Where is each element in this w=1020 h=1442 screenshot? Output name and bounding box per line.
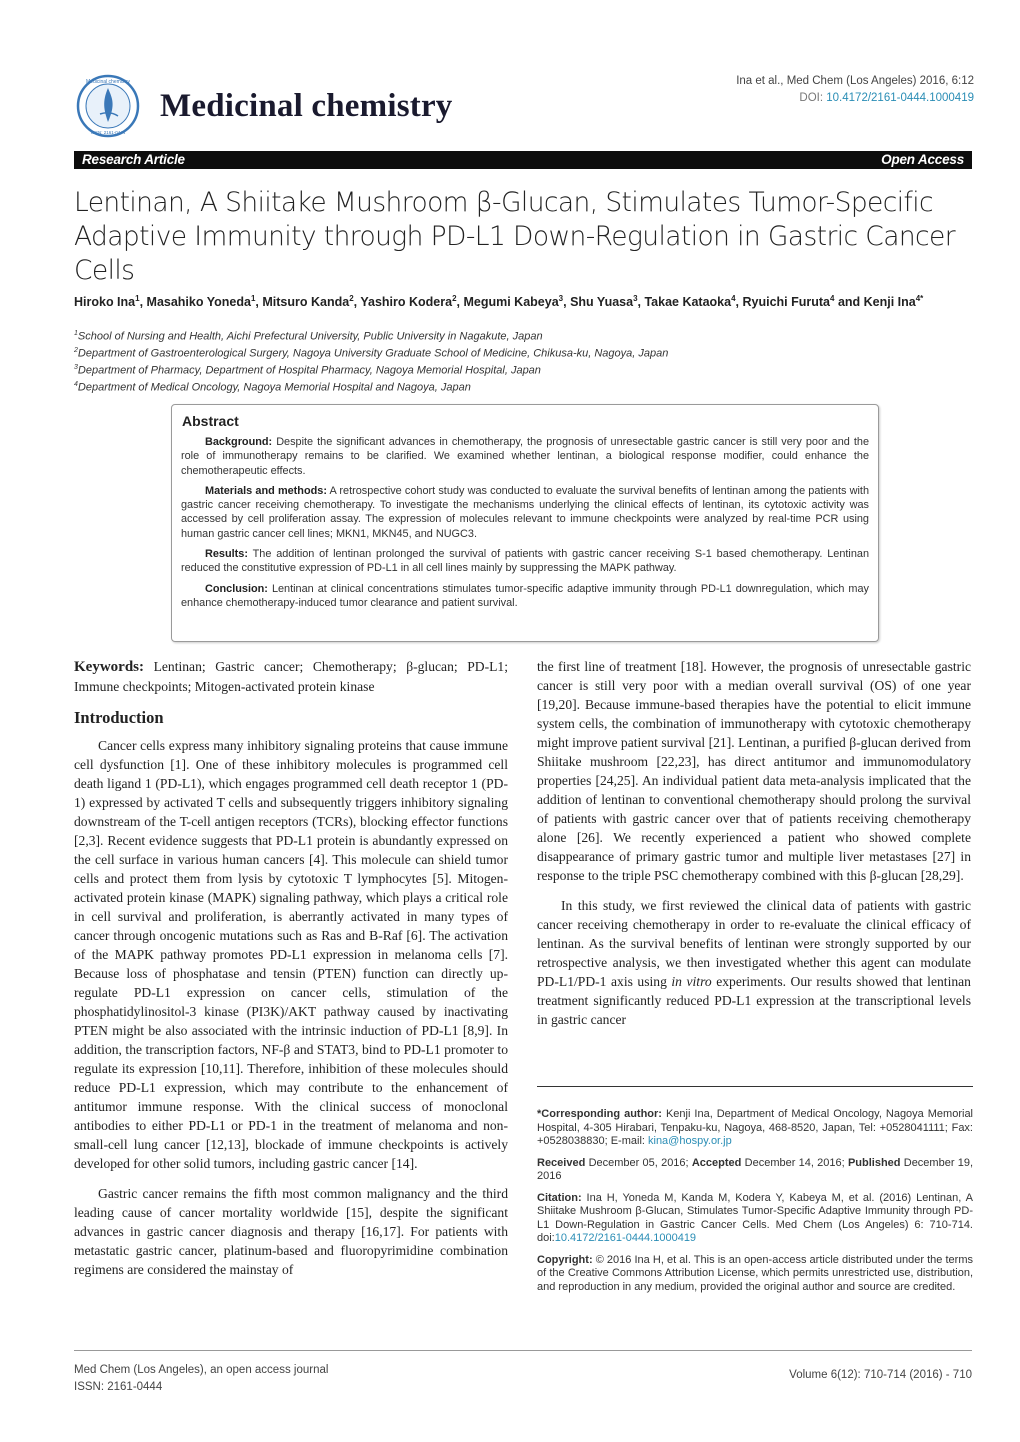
- body-paragraph-3: the first line of treatment [18]. However, the prognosis of unresectable gastric cancer is still very poor with a median overall survival (OS) of one year [19,20]. Because immune-based therapies have the potential to elicit immune system cells, the combination of immunotherapy with cytotoxic chemotherapy might improve patient survival [21]. Lentinan, a purified β-glucan derived from Shiitake mushroom [22,23], has direct antitumor and immunomodulatory properties [24,25]. An individual patient data meta-analysis implicated that the addition of lentinan to conventional chemotherapy should prolong the survival of patients with gastric cancer over that of patients receiving chemotherapy alone [26]. We recently experienced a patient who showed complete disappearance of primary gastric tumor and multiple liver metastases [27] in response to the triple PSC chemotherapy combined with this β-glucan [28,29].: [537, 659, 971, 883]
- affiliation: $^4$Department of Medical Oncology, Nagoya Memorial Hospital and Nagoya, Japan: [74, 381, 471, 395]
- body-column-left: [74, 657, 508, 1279]
- affiliation: $^1$School of Nursing and Health, Aichi Prefectural University, Public University in Nagakute, Japan: [74, 330, 543, 343]
- article-type-bar: [74, 151, 972, 169]
- affiliation: $^3$Department of Pharmacy, Department of Hospital Pharmacy, Nagoya Memorial Hospital, Japan: [74, 364, 541, 377]
- journal-logo-emblem: [76, 74, 140, 138]
- introduction-heading: Introduction: [74, 708, 164, 727]
- abstract-box: [171, 404, 879, 642]
- article-type: Research Article: [82, 152, 185, 167]
- article-title: Lentinan, A Shiitake Mushroom β-Glucan, Stimulates Tumor-Specific Adaptive Immunity through PD-L1 Down-Regulation in Gastric Cancer Cells: [74, 187, 955, 286]
- author-name: Megumi Kabeya$^3$: [463, 294, 564, 310]
- intro-paragraph-2: Gastric cancer remains the fifth most common malignancy and the third leading cause of cancer mortality worldwide [15], despite the significant advances in gastric cancer diagnosis and therapy [16,17]. For patients with metastatic gastric cancer, platinum-based and fluoropyrimidine combination regimens are considered the mainstay of: [74, 1186, 508, 1277]
- keywords: Keywords: Lentinan; Gastric cancer; Chemotherapy; β-glucan; PD-L1; Immune checkpoints; Mitogen-activated protein kinase: [74, 659, 508, 694]
- author-list: Hiroko Ina$^1$, Masahiko Yoneda$^1$, Mitsuro Kanda$^2$, Yashiro Kodera$^2$, Megumi Kabeya$^3$, Shu Yuasa$^3$, Takae Kataoka$^4$, Ryuichi Furuta$^4$ and Kenji Ina$^{4*}$: [74, 294, 924, 310]
- body-column-right: [537, 657, 971, 1029]
- logo-text: Medicinal chemistry: [86, 79, 130, 85]
- abstract-heading: Abstract: [182, 413, 239, 429]
- footer-issn: ISSN: 2161-0444: [74, 1381, 163, 1393]
- abstract-results: Results: The addition of lentinan prolonged the survival of patients with gastric cancer receiving S-1 based chemotherapy. Lentinan reduced the constitutive expression of PD-L1 in all cell lines mainly by suppressing the MAPK pathway.: [181, 548, 869, 575]
- footer-divider: [74, 1350, 972, 1351]
- footer-journal: Med Chem (Los Angeles), an open access journal: [74, 1364, 329, 1376]
- email-link[interactable]: kina@hospy.or.jp: [648, 1135, 732, 1147]
- journal-title: Medicinal chemistry: [160, 88, 453, 124]
- author-name: Ryuichi Furuta$^4$: [742, 294, 835, 310]
- corresponding-author: *Corresponding author: Kenji Ina, Department of Medical Oncology, Nagoya Memorial Hospital, 4-305 Hirabari, Tenpaku-ku, Nagoya, 468-8520, Japan, Tel: +0528041111; Fax: +0528038830; E-mail: kina@hospy.or.jp: [537, 1108, 974, 1147]
- citation-doi-link[interactable]: 10.4172/2161-0444.1000419: [554, 1232, 697, 1244]
- author-name: Masahiko Yoneda$^1$: [146, 294, 256, 310]
- author-name: Yashiro Kodera$^2$: [360, 294, 457, 310]
- intro-paragraph-1: Cancer cells express many inhibitory signaling proteins that cause immune cell dysfunction [1]. One of these inhibitory molecules is programmed cell death ligand 1 (PD-L1), which engages programmed cell death receptor 1 (PD-1) expressed by activated T cells and subsequently triggers inhibitory signaling downstream of the T-cell antigen receptors (TCRs), blocking effector functions [2,3]. Recent evidence suggests that PD-L1 protein is abundantly expressed on the cell surface in various human cancers [4]. This molecule can shield tumor cells and protect them from lysis by cytotoxic T lymphocytes [5]. Mitogen-activated protein kinase (MAPK) signaling pathway, which plays a critical role in cell survival and proliferation, is aberrantly activated in many types of cancer through oncogenic mutations such as Ras and B-Raf [6]. The activation of the MAPK pathway promotes PD-L1 expression in melanoma cells [7]. Because loss of phosphatase and tensin (PTEN) function can directly up-regulate PD-L1 expression on cancer cells, stimulation of the phosphatidylinositol-3 kinase (PI3K)/AKT pathway caused by inactivating PTEN might be also associated with the intrinsic induction of PD-L1 [8,9]. In addition, the transcription factors, NF-β and STAT3, bind to PD-L1 promoter to regulate its expression [10,11]. Therefore, inhibition of these molecules should reduce PD-L1 expression, which may contribute to the enhancement of antitumor immune response. With the clinical success of monoclonal antibodies to either PD-L1 or PD-1 in the treatment of melanoma and non-small-cell lung cancer [12,13], blockade of immune checkpoints is actively developed for other solid tumors, including gastric cancer [14].: [74, 738, 508, 1171]
- journal-logo: [76, 74, 140, 138]
- author-name: Kenji Ina$^{4*}$: [863, 294, 924, 310]
- citation-note: Citation: Ina H, Yoneda M, Kanda M, Kodera Y, Kabeya M, et al. (2016) Lentinan, A Shiitake Mushroom β-Glucan, Stimulates Tumor-Specific Adaptive Immunity through PD-L1 Down-Regulation in Gastric Cancer Cells. Med Chem (Los Angeles) 6: 710-714. doi:10.4172/2161-0444.1000419: [537, 1191, 973, 1244]
- abstract-methods: Materials and methods: A retrospective cohort study was conducted to evaluate the survival benefits of lentinan among the patients with gastric cancer receiving chemotherapy. To investigate the mechanisms underlying the clinical effects of lentinan, its cytotoxic activity was accessed by cell proliferation assay. The expression of molecules relevant to immune checkpoints were analyzed by real-time PCR using human gastric cancer cell lines; MKN1, MKN45, and NUGC3.: [181, 484, 870, 540]
- author-name: Takae Kataoka$^4$: [644, 294, 736, 310]
- author-name: Hiroko Ina$^1$: [74, 294, 140, 310]
- footnotes: [537, 1108, 973, 1302]
- footer-left: [74, 1362, 328, 1396]
- footnote-divider: [537, 1086, 973, 1087]
- header-citation: [736, 73, 974, 107]
- abstract-conclusion: Conclusion: Lentinan at clinical concentrations stimulates tumor-specific adaptive immunity through PD-L1 downregulation, which may enhance chemotherapy-induced tumor clearance and patient survival.: [181, 582, 870, 609]
- body-paragraph-4: In this study, we first reviewed the clinical data of patients with gastric cancer receiving chemotherapy in order to re-evaluate the clinical efficacy of lentinan. As the survival benefits of lentinan were strongly supported by our retrospective analysis, we then investigated whether this agent can modulate PD-L1/PD-1 axis using in vitro experiments. Our results showed that lentinan treatment significantly reduced PD-L1 expression at the transcriptional levels in gastric cancer: [537, 898, 971, 1027]
- doi-link[interactable]: 10.4172/2161-0444.1000419: [826, 92, 974, 104]
- doi-line: DOI: 10.4172/2161-0444.1000419: [799, 92, 974, 104]
- citation-line: Ina et al., Med Chem (Los Angeles) 2016, 6:12: [736, 75, 974, 87]
- affiliation-list: [74, 327, 974, 396]
- dates: Received December 05, 2016; Accepted December 14, 2016; Published December 19, 2016: [537, 1156, 974, 1182]
- logo-issn: ISSN: 2161-0444: [90, 130, 126, 135]
- open-access-label: Open Access: [881, 152, 964, 167]
- author-name: Mitsuro Kanda$^2$: [262, 294, 354, 310]
- abstract-background: Background: Despite the significant advances in chemotherapy, the prognosis of unresectable gastric cancer is still very poor and the role of immunotherapy remains to be clarified. We examined whether lentinan, a biological response modifier, could enhance the chemotherapeutic effects.: [181, 436, 869, 477]
- author-name: Shu Yuasa$^3$: [570, 294, 638, 310]
- affiliation: $^2$Department of Gastroenterological Surgery, Nagoya University Graduate School of Medicine, Chikusa-ku, Nagoya, Japan: [74, 347, 669, 360]
- footer-volume: Volume 6(12): 710-714 (2016) - 710: [789, 1369, 972, 1381]
- copyright-note: Copyright: © 2016 Ina H, et al. This is an open-access article distributed under the terms of the Creative Commons Attribution License, which permits unrestricted use, distribution, and reproduction in any medium, provided the original author and source are credited.: [537, 1253, 973, 1293]
- keywords-label: Keywords:: [74, 659, 144, 675]
